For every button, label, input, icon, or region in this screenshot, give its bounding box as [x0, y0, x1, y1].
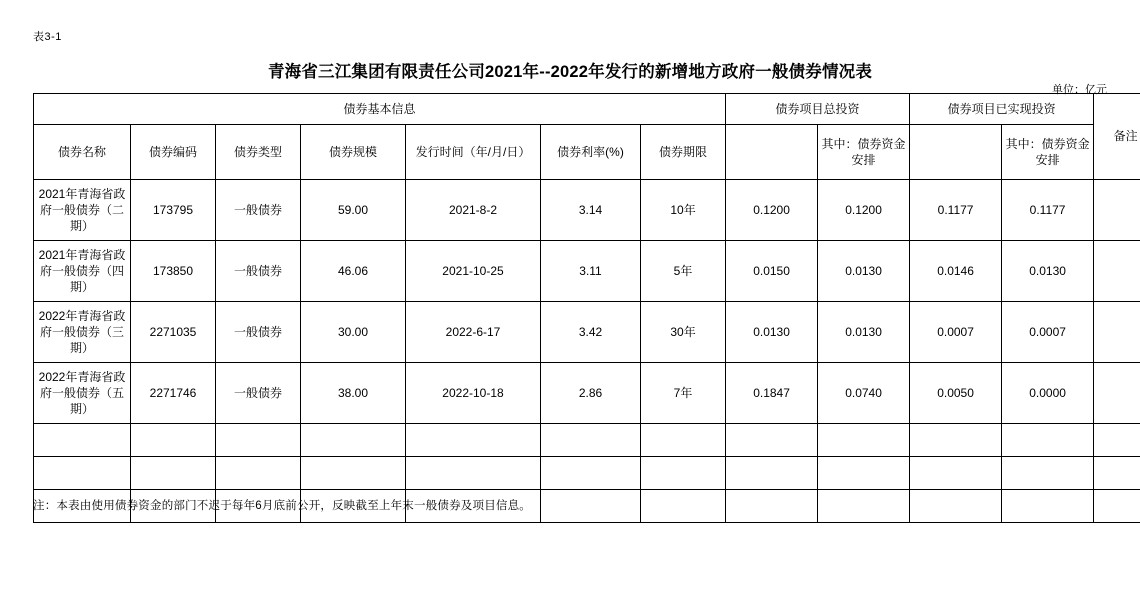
cell-empty	[818, 424, 910, 457]
column-header-issue-date: 发行时间（年/月/日）	[406, 125, 541, 180]
column-header-bond-scale: 债券规模	[301, 125, 406, 180]
cell-bond-type: 一般债券	[216, 302, 301, 363]
cell-bond-term: 30年	[641, 302, 726, 363]
cell-bond-name: 2021年青海省政府一般债券（二期）	[34, 180, 131, 241]
cell-empty	[131, 457, 216, 490]
table-body	[34, 180, 1140, 523]
group-header-remark: 备注	[1094, 94, 1140, 180]
cell-empty	[541, 457, 641, 490]
column-header-bond-type: 债券类型	[216, 125, 301, 180]
cell-realized-bond-funds: 0.1177	[1002, 180, 1094, 241]
unit-label: 单位：亿元	[1052, 84, 1107, 96]
column-header-realized-investment-amount	[910, 125, 1002, 180]
cell-empty	[301, 457, 406, 490]
cell-bond-term: 7年	[641, 363, 726, 424]
cell-empty	[216, 424, 301, 457]
cell-empty	[726, 457, 818, 490]
cell-empty	[34, 424, 131, 457]
table-row	[34, 363, 1140, 424]
cell-issue-date: 2021-8-2	[406, 180, 541, 241]
column-header-total-bond-funds: 其中：债券资金安排	[818, 125, 910, 180]
cell-empty	[910, 424, 1002, 457]
cell-total-investment: 0.1200	[726, 180, 818, 241]
cell-empty	[1094, 457, 1140, 490]
cell-total-bond-funds: 0.0740	[818, 363, 910, 424]
cell-total-bond-funds: 0.0130	[818, 302, 910, 363]
cell-empty	[216, 457, 301, 490]
cell-empty	[641, 424, 726, 457]
cell-empty	[726, 424, 818, 457]
cell-empty	[1094, 424, 1140, 457]
cell-bond-term: 5年	[641, 241, 726, 302]
cell-bond-rate: 3.42	[541, 302, 641, 363]
cell-empty	[641, 457, 726, 490]
cell-realized-bond-funds: 0.0007	[1002, 302, 1094, 363]
cell-bond-name: 2021年青海省政府一般债券（四期）	[34, 241, 131, 302]
cell-bond-code: 173850	[131, 241, 216, 302]
cell-realized-investment: 0.0146	[910, 241, 1002, 302]
cell-empty	[818, 490, 910, 523]
cell-empty	[1002, 490, 1094, 523]
cell-issue-date: 2021-10-25	[406, 241, 541, 302]
cell-bond-scale: 30.00	[301, 302, 406, 363]
bond-table	[33, 93, 1140, 523]
cell-realized-investment: 0.1177	[910, 180, 1002, 241]
cell-issue-date: 2022-10-18	[406, 363, 541, 424]
cell-empty	[1002, 457, 1094, 490]
table-row	[34, 180, 1140, 241]
cell-total-bond-funds: 0.1200	[818, 180, 910, 241]
column-header-total-investment-amount	[726, 125, 818, 180]
cell-bond-type: 一般债券	[216, 363, 301, 424]
cell-issue-date: 2022-6-17	[406, 302, 541, 363]
cell-empty	[910, 490, 1002, 523]
cell-empty	[1094, 490, 1140, 523]
cell-bond-rate: 2.86	[541, 363, 641, 424]
cell-total-investment: 0.0130	[726, 302, 818, 363]
cell-empty	[406, 457, 541, 490]
table-group-header-row	[34, 94, 1140, 125]
cell-remark	[1094, 363, 1140, 424]
cell-bond-code: 2271746	[131, 363, 216, 424]
column-header-bond-term: 债券期限	[641, 125, 726, 180]
cell-empty	[1002, 424, 1094, 457]
cell-bond-scale: 38.00	[301, 363, 406, 424]
group-header-realized-investment: 债券项目已实现投资	[910, 94, 1094, 125]
table-row	[34, 302, 1140, 363]
cell-empty	[818, 457, 910, 490]
cell-remark	[1094, 302, 1140, 363]
column-header-bond-code: 债券编码	[131, 125, 216, 180]
page-title: 青海省三江集团有限责任公司2021年--2022年发行的新增地方政府一般债券情况表	[267, 63, 873, 81]
cell-total-investment: 0.1847	[726, 363, 818, 424]
cell-bond-code: 2271035	[131, 302, 216, 363]
cell-bond-rate: 3.14	[541, 180, 641, 241]
cell-remark	[1094, 180, 1140, 241]
cell-empty	[301, 424, 406, 457]
cell-bond-scale: 46.06	[301, 241, 406, 302]
cell-empty	[910, 457, 1002, 490]
column-header-bond-rate: 债券利率(%)	[541, 125, 641, 180]
cell-empty	[406, 424, 541, 457]
column-header-realized-bond-funds: 其中：债券资金安排	[1002, 125, 1094, 180]
cell-empty	[541, 424, 641, 457]
group-header-basic: 债券基本信息	[34, 94, 726, 125]
table-row	[34, 241, 1140, 302]
cell-realized-investment: 0.0050	[910, 363, 1002, 424]
cell-total-bond-funds: 0.0130	[818, 241, 910, 302]
cell-bond-name: 2022年青海省政府一般债券（三期）	[34, 302, 131, 363]
cell-bond-type: 一般债券	[216, 241, 301, 302]
cell-remark	[1094, 241, 1140, 302]
cell-bond-type: 一般债券	[216, 180, 301, 241]
cell-empty	[34, 457, 131, 490]
column-header-bond-name: 债券名称	[34, 125, 131, 180]
cell-bond-name: 2022年青海省政府一般债券（五期）	[34, 363, 131, 424]
table-row-empty	[34, 457, 1140, 490]
cell-empty	[131, 424, 216, 457]
group-header-total-investment: 债券项目总投资	[726, 94, 910, 125]
cell-realized-investment: 0.0007	[910, 302, 1002, 363]
table-row-empty	[34, 424, 1140, 457]
cell-bond-rate: 3.11	[541, 241, 641, 302]
cell-bond-code: 173795	[131, 180, 216, 241]
cell-empty	[726, 490, 818, 523]
cell-realized-bond-funds: 0.0000	[1002, 363, 1094, 424]
cell-bond-term: 10年	[641, 180, 726, 241]
cell-empty	[641, 490, 726, 523]
table-column-header-row	[34, 125, 1140, 180]
cell-empty	[541, 490, 641, 523]
cell-total-investment: 0.0150	[726, 241, 818, 302]
cell-bond-scale: 59.00	[301, 180, 406, 241]
footer-note: 注：本表由使用债券资金的部门不迟于每年6月底前公开，反映截至上年末一般债券及项目信息。	[33, 500, 531, 512]
table-number-label: 表3-1	[33, 31, 62, 43]
cell-realized-bond-funds: 0.0130	[1002, 241, 1094, 302]
